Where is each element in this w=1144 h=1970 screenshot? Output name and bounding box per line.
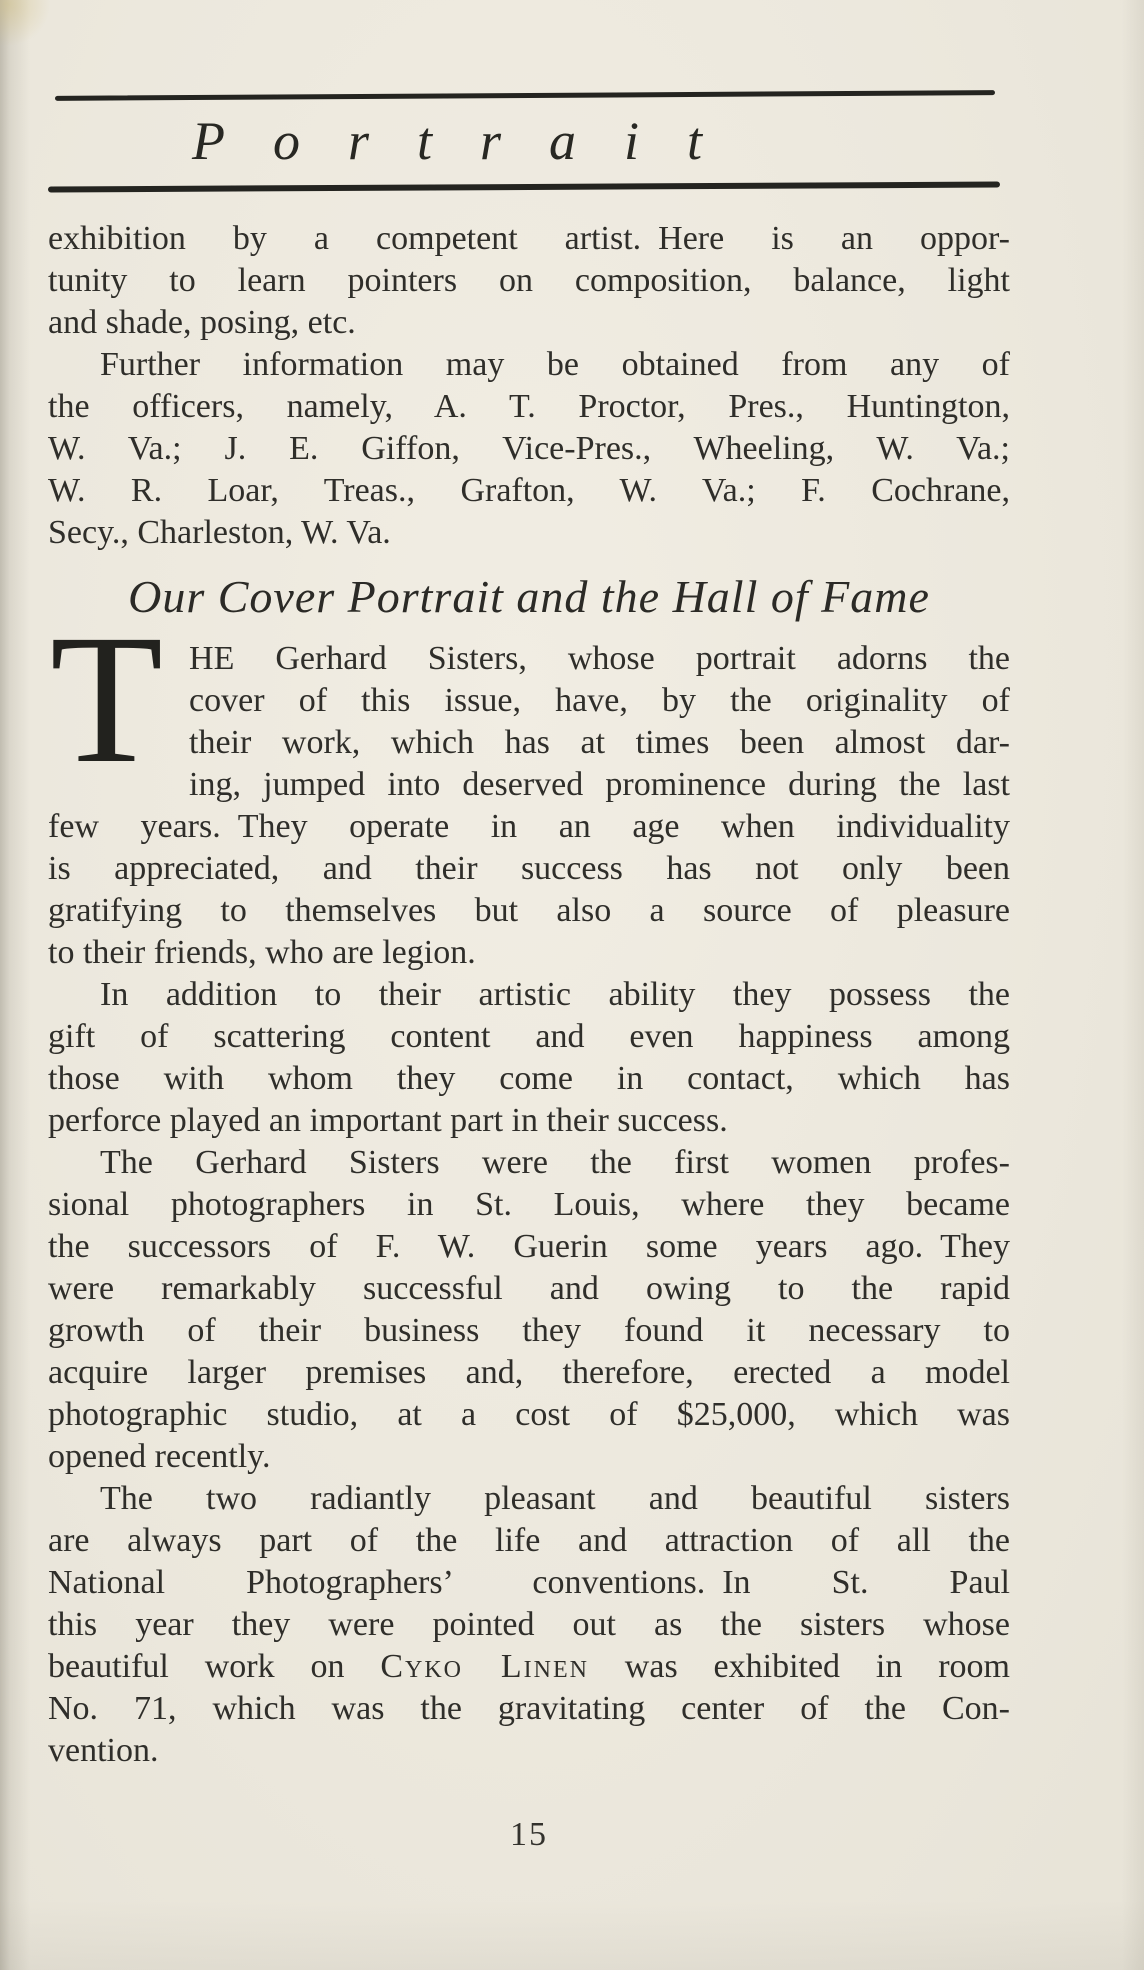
text-line: exhibition by a competent artist. Here is an oppor- (48, 220, 1010, 257)
paragraph (48, 344, 1010, 554)
text-line: acquire larger premises and, therefore, erected a model (48, 1354, 1010, 1391)
text-line: their work, which has at times been almost dar- (189, 724, 1010, 761)
text-line: opened recently. (48, 1438, 271, 1475)
paragraph (48, 1142, 1010, 1478)
text-line: perforce played an important part in their success. (48, 1102, 728, 1139)
section-heading: Our Cover Portrait and the Hall of Fame (128, 571, 930, 622)
text-line: W. Va.; J. E. Giffon, Vice-Pres., Wheeling, W. Va.; (48, 430, 1010, 467)
page-number: 15 (510, 1816, 548, 1853)
text-line: is appreciated, and their success has not only been (48, 850, 1010, 887)
text-line: gratifying to themselves but also a source of pleasure (48, 892, 1010, 929)
text-line: tunity to learn pointers on composition, balance, light (48, 262, 1010, 299)
text-line: sional photographers in St. Louis, where they became (48, 1186, 1010, 1223)
paragraph (48, 218, 1010, 344)
text-line: the successors of F. W. Guerin some years ago. They (48, 1228, 1010, 1265)
page-content (0, 93, 1144, 1854)
text-line: this year they were pointed out as the sisters whose (48, 1606, 1010, 1643)
text-line: No. 71, which was the gravitating center of the Con- (48, 1690, 1010, 1727)
text-line: National Photographers’ conventions. In St. Paul (48, 1564, 1010, 1601)
paragraph (48, 974, 1010, 1142)
text-line: growth of their business they found it necessary to (48, 1312, 1010, 1349)
text-line: vention. (48, 1732, 159, 1769)
text-line: gift of scattering content and even happiness among (48, 1018, 1010, 1055)
text-line: The Gerhard Sisters were the first women profes- (100, 1144, 1010, 1181)
body-text (48, 218, 1010, 1772)
smallcaps-text: Cyko Linen (380, 1648, 589, 1685)
text-line: W. R. Loar, Treas., Grafton, W. Va.; F. Cochrane, (48, 472, 1010, 509)
text-line: and shade, posing, etc. (48, 304, 356, 341)
text-line: In addition to their artistic ability they possess the (100, 976, 1010, 1013)
text-line: cover of this issue, have, by the originality of (189, 682, 1010, 719)
text-line: photographic studio, at a cost of $25,000, which was (48, 1396, 1010, 1433)
text-line: were remarkably successful and owing to the rapid (48, 1270, 1010, 1307)
text-line: Secy., Charleston, W. Va. (48, 514, 391, 551)
text-line: ing, jumped into deserved prominence during the last (189, 766, 1010, 803)
paragraph (48, 597, 1010, 974)
text-line: HE Gerhard Sisters, whose portrait adorns the (189, 640, 1010, 677)
text-line: are always part of the life and attraction of all the (48, 1522, 1010, 1559)
text-line: the officers, namely, A. T. Proctor, Pres., Huntington, (48, 388, 1010, 425)
text-line: Further information may be obtained from any of (100, 346, 1010, 383)
text-line: those with whom they come in contact, which has (48, 1060, 1010, 1097)
dropcap-letter: T (50, 597, 164, 802)
text-line: few years. They operate in an age when individuality (48, 808, 1010, 845)
masthead-title: Portrait (191, 111, 751, 171)
text-line: beautiful work on Cyko Linen was exhibited in room (48, 1648, 1010, 1685)
paragraph (48, 1478, 1010, 1772)
text-line: The two radiantly pleasant and beautiful sisters (100, 1480, 1010, 1517)
text-line: to their friends, who are legion. (48, 934, 476, 971)
